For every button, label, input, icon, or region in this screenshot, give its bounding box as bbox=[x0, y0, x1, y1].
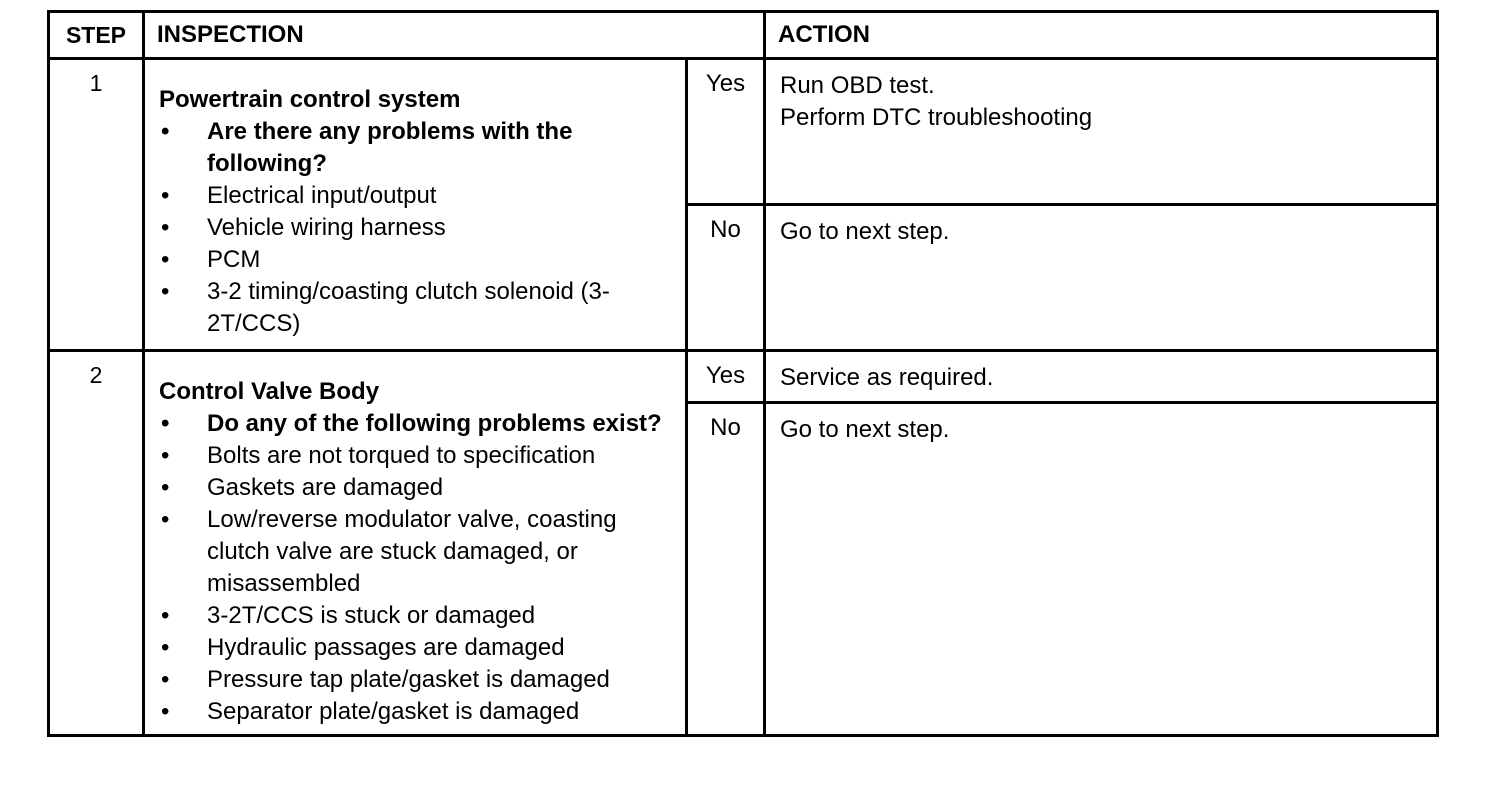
list-item: • 3-2T/CCS is stuck or damaged bbox=[159, 600, 675, 632]
list-item: • Separator plate/gasket is damaged bbox=[159, 696, 675, 728]
answer-no: No bbox=[687, 205, 765, 351]
answer-no: No bbox=[687, 403, 765, 736]
action-cell bbox=[765, 351, 1438, 403]
troubleshooting-table bbox=[47, 10, 1439, 737]
list-item: • PCM bbox=[159, 244, 675, 276]
action-line: Go to next step. bbox=[780, 416, 950, 443]
list-item: • Gaskets are damaged bbox=[159, 472, 675, 504]
action-cell bbox=[765, 205, 1438, 351]
inspection-header: INSPECTION bbox=[144, 12, 765, 59]
list-item: • 3-2 timing/coasting clutch solenoid (3-2T/CCS) bbox=[159, 276, 675, 340]
action-cell bbox=[765, 403, 1438, 736]
answer-yes: Yes bbox=[687, 59, 765, 205]
inspection-question: • Do any of the following problems exist? bbox=[159, 408, 675, 440]
action-line: Go to next step. bbox=[780, 218, 950, 245]
step-2-yes-row bbox=[49, 351, 1438, 403]
step-2-inspection bbox=[144, 351, 687, 736]
list-item: • Pressure tap plate/gasket is damaged bbox=[159, 664, 675, 696]
inspection-title: Powertrain control system bbox=[159, 86, 461, 113]
step-header: STEP bbox=[49, 12, 144, 59]
step-number: 1 bbox=[49, 59, 144, 351]
list-item: • Electrical input/output bbox=[159, 180, 675, 212]
list-item: • Bolts are not torqued to specification bbox=[159, 440, 675, 472]
header-row bbox=[49, 12, 1438, 59]
action-line: Run OBD test. bbox=[780, 72, 935, 99]
list-item: • Vehicle wiring harness bbox=[159, 212, 675, 244]
inspection-title: Control Valve Body bbox=[159, 378, 380, 405]
inspection-list bbox=[159, 116, 675, 340]
action-line: Service as required. bbox=[780, 364, 994, 391]
action-cell bbox=[765, 59, 1438, 205]
answer-yes: Yes bbox=[687, 351, 765, 403]
step-1-inspection bbox=[144, 59, 687, 351]
step-1-yes-row bbox=[49, 59, 1438, 205]
action-line: Perform DTC troubleshooting bbox=[780, 104, 1093, 131]
list-item: • Low/reverse modulator valve, coasting clutch valve are stuck damaged, or misassembled bbox=[159, 504, 675, 600]
inspection-question: • Are there any problems with the following? bbox=[159, 116, 675, 180]
step-number: 2 bbox=[49, 351, 144, 736]
inspection-list bbox=[159, 408, 675, 728]
list-item: • Hydraulic passages are damaged bbox=[159, 632, 675, 664]
action-header: ACTION bbox=[765, 12, 1438, 59]
